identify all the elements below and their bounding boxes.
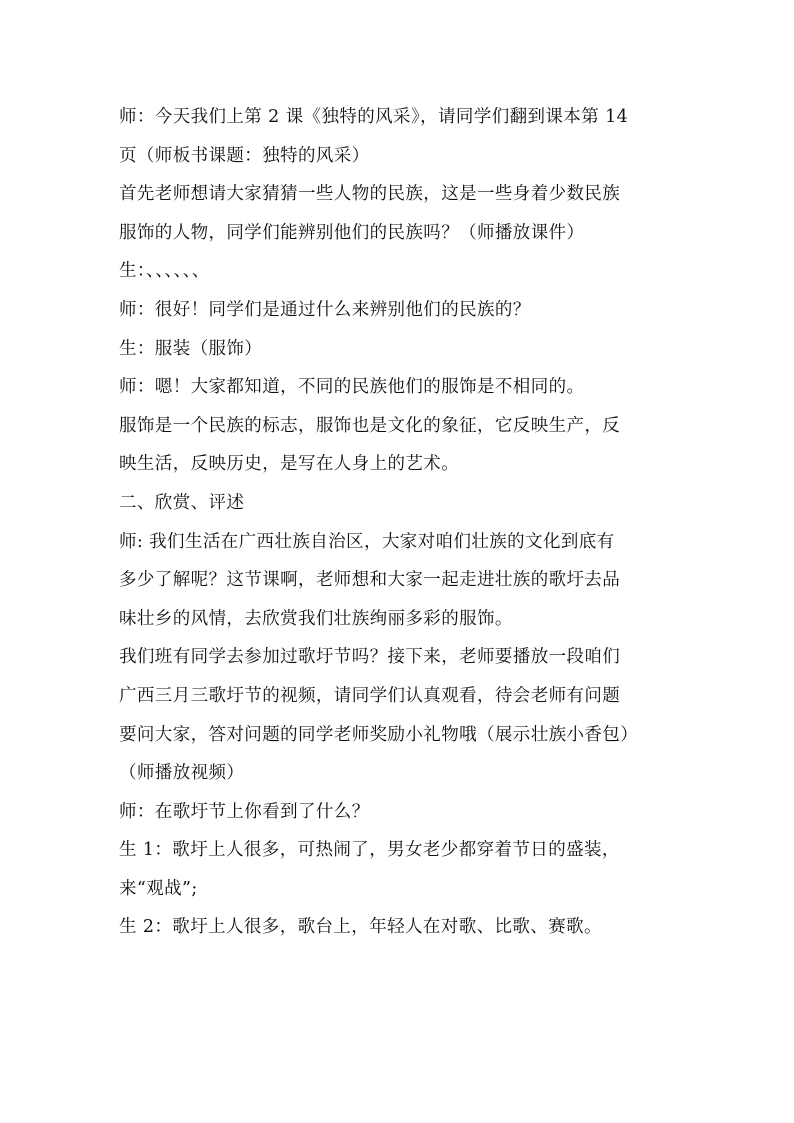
document-body bbox=[119, 98, 679, 947]
text-line: 生：服装（服饰） bbox=[119, 338, 263, 359]
text-line: 师：在歌圩节上你看到了什么？ bbox=[119, 801, 370, 822]
text-line: 映生活，反映历史，是写在人身上的艺术。 bbox=[119, 454, 460, 475]
text-line: 味壮乡的风情，去欣赏我们壮族绚丽多彩的服饰。 bbox=[119, 608, 513, 629]
text-line: 广西三月三歌圩节的视频，请同学们认真观看，待会老师有问题 bbox=[119, 685, 621, 706]
text-line: 来“观战”; bbox=[119, 878, 198, 899]
text-line: 生 2：歌圩上人很多，歌台上，年轻人在对歌、比歌、赛歌。 bbox=[119, 917, 602, 938]
text-line: 师：很好！同学们是通过什么来辨别他们的民族的？ bbox=[119, 299, 531, 320]
text-line: 师: 我们生活在广西壮族自治区，大家对咱们壮族的文化到底有 bbox=[119, 531, 615, 552]
text-line: 首先老师想请大家猜猜一些人物的民族，这是一些身着少数民族 bbox=[119, 184, 621, 205]
text-line: 生 1：歌圩上人很多，可热闹了，男女老少都穿着节日的盛装， bbox=[119, 840, 620, 861]
text-line: 页（师板书课题：独特的风采） bbox=[119, 145, 370, 166]
text-line: （师播放视频） bbox=[119, 763, 245, 784]
text-line: 我们班有同学去参加过歌圩节吗？接下来，老师要播放一段咱们 bbox=[119, 647, 621, 668]
text-line: 师：嗯！大家都知道，不同的民族他们的服饰是不相同的。 bbox=[119, 377, 585, 398]
text-line: 服饰是一个民族的标志，服饰也是文化的象征，它反映生产，反 bbox=[119, 415, 621, 436]
text-line: 服饰的人物，同学们能辨别他们的民族吗？（师播放课件） bbox=[119, 222, 585, 243]
text-line: 要问大家，答对问题的同学老师奖励小礼物哦（展示壮族小香包） bbox=[119, 724, 639, 745]
text-line: 师：今天我们上第 2 课《独特的风采》，请同学们翻到课本第 14 bbox=[119, 107, 629, 127]
section-heading: 二、欣赏、评述 bbox=[119, 492, 245, 513]
text-line: 生：、、、、、、 bbox=[119, 261, 210, 282]
text-line: 多少了解呢？这节课啊，老师想和大家一起走进壮族的歌圩去品 bbox=[119, 570, 621, 591]
